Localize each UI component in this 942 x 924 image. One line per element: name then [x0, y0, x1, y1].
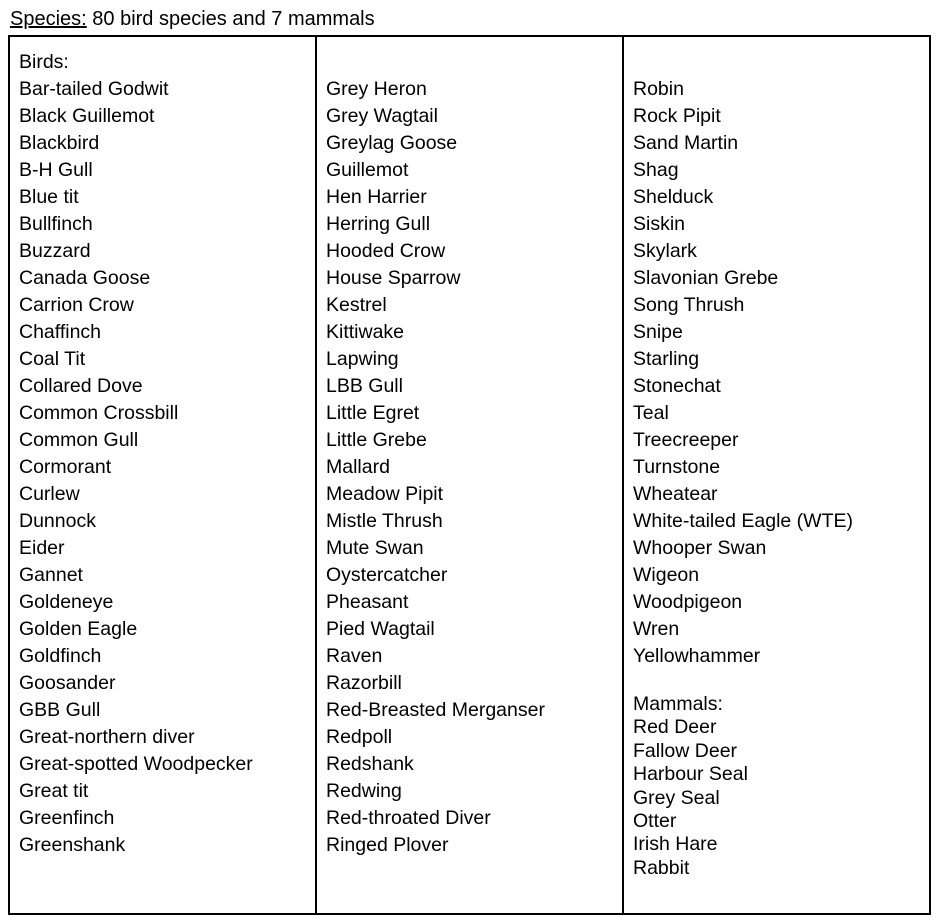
- bird-item: Kestrel: [326, 294, 387, 316]
- bird-item: Red-Breasted Merganser: [326, 699, 545, 721]
- mammals-section-label: Mammals:: [633, 693, 723, 715]
- bird-item: Slavonian Grebe: [633, 267, 779, 289]
- species-label: Species:: [10, 8, 87, 30]
- bird-item: Kittiwake: [326, 321, 405, 343]
- bird-item: Carrion Crow: [19, 294, 134, 316]
- mammal-item: Grey Seal: [633, 786, 720, 809]
- section-gap: [633, 670, 929, 693]
- bird-item: Turnstone: [633, 456, 721, 478]
- bird-item: Redshank: [326, 753, 414, 775]
- species-column-2: [315, 37, 622, 913]
- bird-item: Wren: [633, 618, 680, 640]
- species-table: [8, 35, 931, 915]
- bird-item: White-tailed Eagle (WTE): [633, 510, 853, 532]
- bird-item: Golden Eagle: [19, 618, 138, 640]
- bird-item: Stonechat: [633, 375, 721, 397]
- bird-item: Shelduck: [633, 186, 714, 208]
- bird-item: Treecreeper: [633, 429, 739, 451]
- bird-item: Hooded Crow: [326, 240, 446, 262]
- bird-item: Grey Wagtail: [326, 105, 438, 127]
- mammal-item: Fallow Deer: [633, 739, 738, 762]
- bird-item: Great tit: [19, 780, 89, 802]
- bird-item: Robin: [633, 78, 684, 100]
- bird-item: Great-northern diver: [19, 726, 195, 748]
- bird-item: Rock Pipit: [633, 105, 721, 127]
- bird-item: B-H Gull: [19, 159, 93, 181]
- bird-item: Bullfinch: [19, 213, 93, 235]
- bird-item: Meadow Pipit: [326, 483, 444, 505]
- bird-item: Dunnock: [19, 510, 96, 532]
- bird-item: Goldfinch: [19, 645, 102, 667]
- bird-item: Guillemot: [326, 159, 409, 181]
- bird-item: Redpoll: [326, 726, 393, 748]
- bird-item: Goldeneye: [19, 591, 114, 613]
- bird-item: Black Guillemot: [19, 105, 155, 127]
- bird-item: Pheasant: [326, 591, 409, 613]
- bird-item: Grey Heron: [326, 78, 427, 100]
- bird-item: Mistle Thrush: [326, 510, 443, 532]
- page-heading: [10, 7, 375, 31]
- bird-item: Great-spotted Woodpecker: [19, 753, 253, 775]
- bird-item: Coal Tit: [19, 348, 86, 370]
- bird-list-3: [633, 76, 929, 670]
- bird-item: Red-throated Diver: [326, 807, 491, 829]
- bird-item: Curlew: [19, 483, 80, 505]
- bird-item: Blackbird: [19, 132, 100, 154]
- bird-item: Bar-tailed Godwit: [19, 78, 169, 100]
- mammal-item: Red Deer: [633, 716, 717, 739]
- bird-item: Ringed Plover: [326, 834, 449, 856]
- mammal-list: [633, 716, 929, 880]
- bird-item: Little Grebe: [326, 429, 427, 451]
- bird-item: Raven: [326, 645, 383, 667]
- mammal-item: Otter: [633, 810, 677, 833]
- mammal-item: Rabbit: [633, 856, 690, 879]
- bird-item: Collared Dove: [19, 375, 143, 397]
- bird-item: Hen Harrier: [326, 186, 427, 208]
- bird-item: Lapwing: [326, 348, 399, 370]
- bird-item: Whooper Swan: [633, 537, 767, 559]
- bird-item: Woodpigeon: [633, 591, 743, 613]
- bird-item: Chaffinch: [19, 321, 102, 343]
- bird-item: Song Thrush: [633, 294, 745, 316]
- bird-item: Greylag Goose: [326, 132, 458, 154]
- species-column-1: [10, 37, 315, 913]
- bird-item: Razorbill: [326, 672, 402, 694]
- bird-item: Redwing: [326, 780, 402, 802]
- bird-item: Teal: [633, 402, 669, 424]
- bird-item: Gannet: [19, 564, 83, 586]
- species-column-3: [622, 37, 929, 913]
- bird-list-2: [326, 76, 622, 859]
- bird-item: GBB Gull: [19, 699, 101, 721]
- bird-item: Mute Swan: [326, 537, 424, 559]
- bird-item: Mallard: [326, 456, 390, 478]
- bird-item: House Sparrow: [326, 267, 461, 289]
- species-summary: 80 bird species and 7 mammals: [86, 8, 375, 30]
- bird-item: Blue tit: [19, 186, 79, 208]
- bird-item: Wigeon: [633, 564, 700, 586]
- bird-item: Little Egret: [326, 402, 420, 424]
- bird-item: Goosander: [19, 672, 116, 694]
- bird-item: Common Gull: [19, 429, 139, 451]
- bird-item: Common Crossbill: [19, 402, 179, 424]
- bird-item: Yellowhammer: [633, 645, 761, 667]
- bird-item: Cormorant: [19, 456, 112, 478]
- bird-item: Starling: [633, 348, 700, 370]
- bird-item: Canada Goose: [19, 267, 151, 289]
- bird-item: Siskin: [633, 213, 686, 235]
- bird-item: Oystercatcher: [326, 564, 448, 586]
- bird-item: Sand Martin: [633, 132, 739, 154]
- mammal-item: Irish Hare: [633, 833, 718, 856]
- bird-item: Greenfinch: [19, 807, 115, 829]
- bird-item: Skylark: [633, 240, 697, 262]
- bird-item: Eider: [19, 537, 65, 559]
- bird-item: Greenshank: [19, 834, 126, 856]
- bird-item: Buzzard: [19, 240, 91, 262]
- bird-item: LBB Gull: [326, 375, 403, 397]
- bird-item: Wheatear: [633, 483, 718, 505]
- bird-item: Pied Wagtail: [326, 618, 435, 640]
- bird-item: Shag: [633, 159, 679, 181]
- mammal-item: Harbour Seal: [633, 763, 748, 786]
- bird-list-1: [19, 76, 315, 859]
- birds-section-label: Birds:: [19, 51, 69, 73]
- bird-item: Snipe: [633, 321, 683, 343]
- bird-item: Herring Gull: [326, 213, 431, 235]
